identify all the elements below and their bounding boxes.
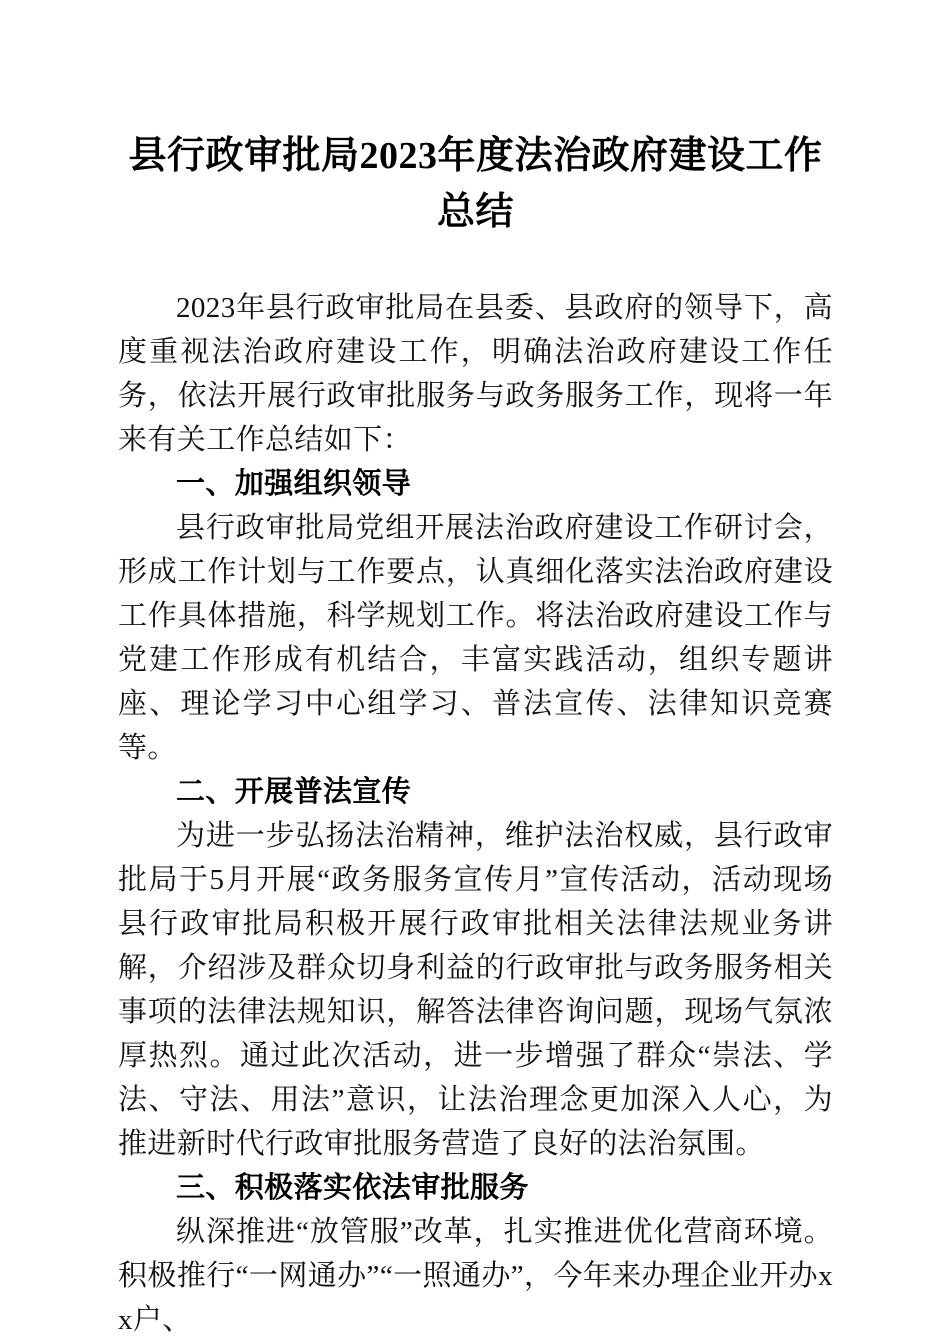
section-one [118, 462, 833, 770]
section-two-heading: 二、开展普法宣传 [176, 776, 412, 808]
section-three-heading: 三、积极落实依法审批服务 [176, 1172, 529, 1204]
section-three [118, 1166, 833, 1342]
intro-paragraph: 2023年县行政审批局在县委、县政府的领导下，高度重视法治政府建设工作，明确法治政府建设工作任务，依法开展行政审批服务与政务服务工作，现将一年来有关工作总结如下： [118, 292, 833, 456]
section-two [118, 770, 833, 1166]
page-title: 县行政审批局2023年度法治政府建设工作总结 [128, 135, 823, 233]
section-two-paragraph: 为进一步弘扬法治精神，维护法治权威，县行政审批局于5月开展“政务服务宣传月”宣传活动，活动现场县行政审批局积极开展行政审批相关法律法规业务讲解，介绍涉及群众切身利益的行政审批与政务服务相关事项的法律法规知识，解答法律咨询问题，现场气氛浓厚热烈。通过此次活动，进一步增强了群众“崇法、学法、守法、用法”意识，让法治理念更加深入人心，为推进新时代行政审批服务营造了良好的法治氛围。 [118, 820, 833, 1160]
section-one-heading: 一、加强组织领导 [176, 468, 412, 500]
section-one-paragraph: 县行政审批局党组开展法治政府建设工作研讨会，形成工作计划与工作要点，认真细化落实法治政府建设工作具体措施，科学规划工作。将法治政府建设工作与党建工作形成有机结合，丰富实践活动，组织专题讲座、理论学习中心组学习、普法宣传、法律知识竞赛等。 [118, 512, 833, 764]
section-three-paragraph: 纵深推进“放管服”改革，扎实推进优化营商环境。积极推行“一网通办”“一照通办”，今年来办理企业开办xx户、 [118, 1216, 833, 1336]
document-body [118, 0, 833, 1342]
